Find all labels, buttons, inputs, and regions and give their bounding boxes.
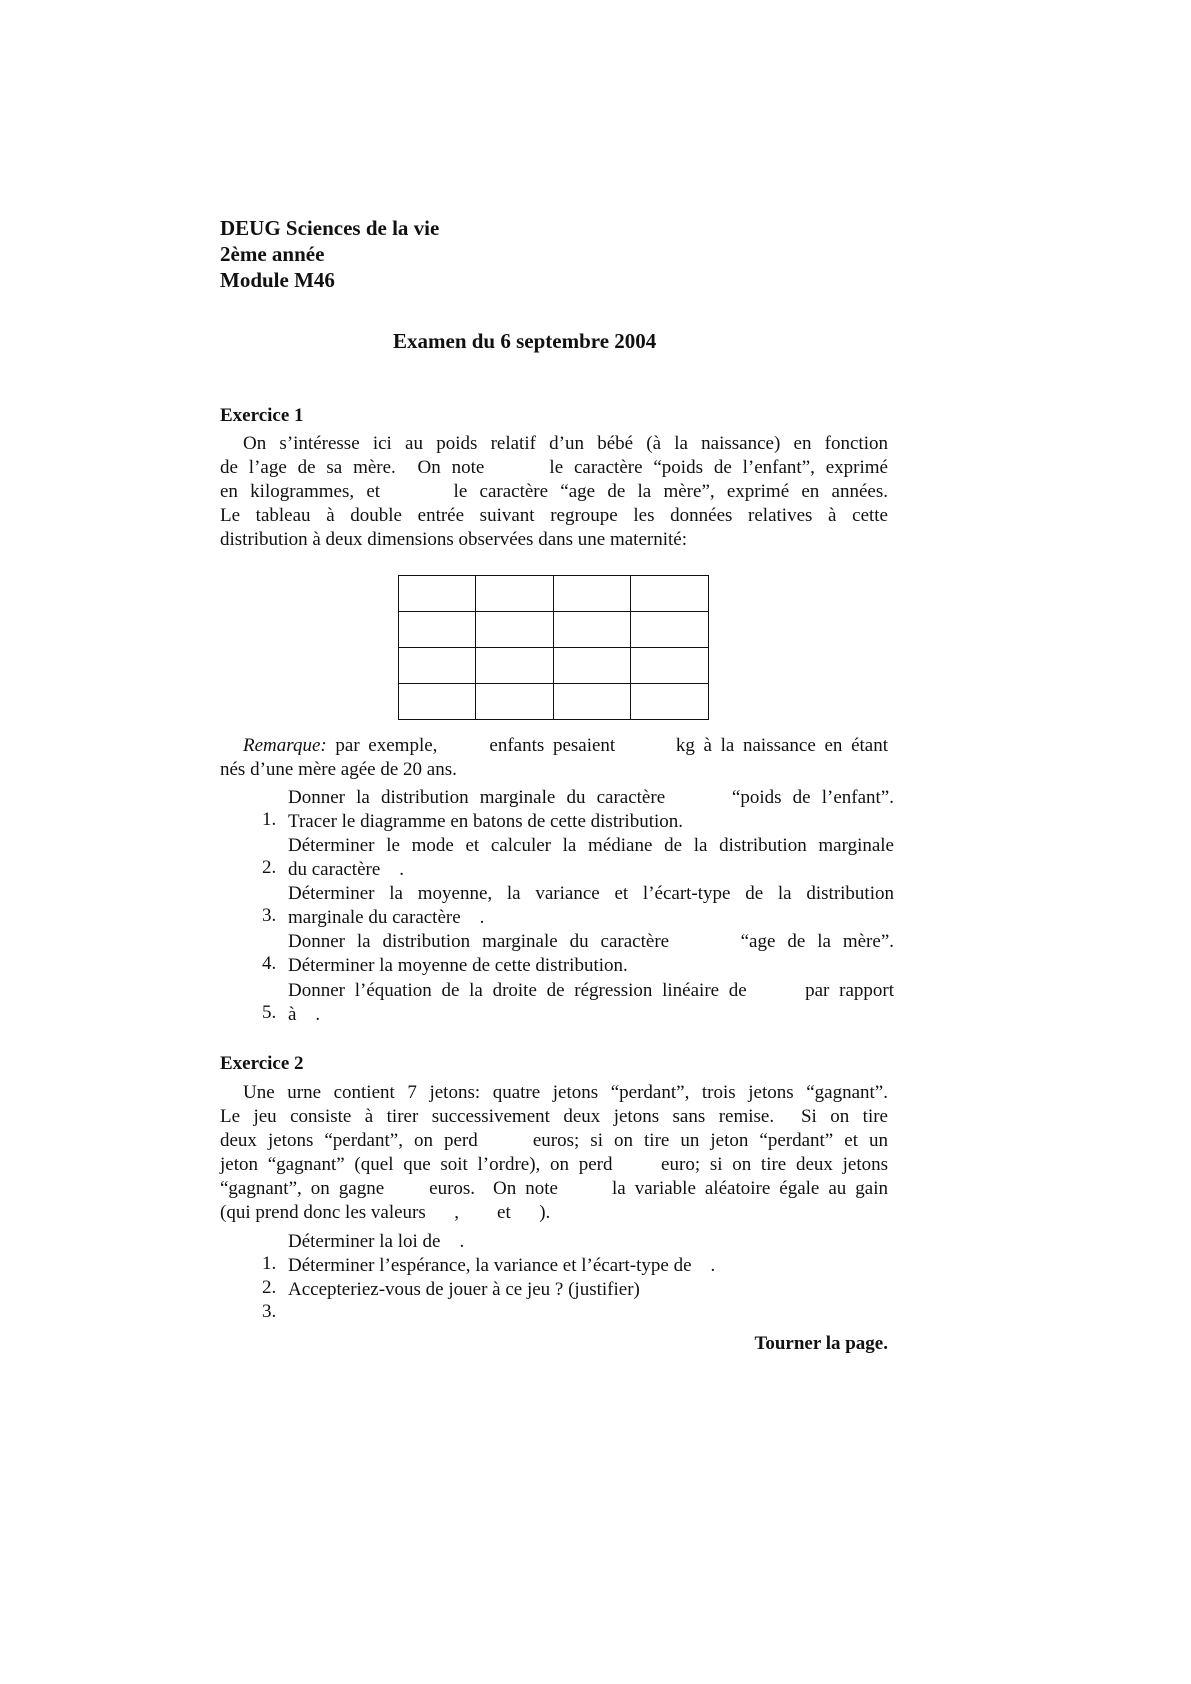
table-cell (631, 612, 709, 648)
table-row (399, 648, 709, 684)
table-row (399, 684, 709, 720)
question-text: Déterminer la loi de . (288, 1231, 465, 1252)
remark-line-2: nés d’une mère agée de 20 ans. (220, 759, 457, 780)
table-row (399, 612, 709, 648)
remark-label: Remarque: (243, 735, 327, 756)
table-cell (399, 612, 476, 648)
question-text: marginale du caractère . (288, 907, 485, 928)
exercise-2-intro-line: “gagnant”, on gagne euros. On note la variable aléatoire égale au gain (220, 1178, 888, 1199)
question-number: 1. (262, 809, 277, 830)
table-cell (476, 612, 554, 648)
table-cell (554, 648, 631, 684)
question-text: du caractère . (288, 859, 405, 880)
ex2-question-3 (0, 1279, 1191, 1322)
table-row (399, 576, 709, 612)
turn-page-note: Tourner la page. (754, 1333, 888, 1354)
table-cell (631, 576, 709, 612)
exercise-1-intro-line: distribution à deux dimensions observées dans une maternité: (220, 529, 687, 550)
question-1 (0, 787, 1191, 835)
question-text: Donner la distribution marginale du caractère “age de la mère”. (288, 931, 894, 952)
table-cell (399, 576, 476, 612)
question-text: Accepteriez-vous de jouer à ce jeu ? (justifier) (288, 1279, 640, 1300)
question-text: Déterminer l’espérance, la variance et l’écart-type de . (288, 1255, 716, 1276)
data-table (398, 575, 709, 720)
question-number: 3. (262, 905, 277, 926)
question-number: 4. (262, 953, 277, 974)
remark-text: par exemple, enfants pesaient kg à la naissance en étant (326, 735, 888, 756)
question-number: 2. (262, 857, 277, 878)
table-cell (554, 612, 631, 648)
question-4 (0, 931, 1191, 979)
exercise-2-intro-line: Le jeu consiste à tirer successivement deux jetons sans remise. Si on tire (220, 1106, 888, 1127)
question-text: à . (288, 1004, 321, 1025)
question-text: Tracer le diagramme en batons de cette distribution. (288, 811, 684, 832)
question-number: 1. (262, 1253, 277, 1274)
table-cell (631, 648, 709, 684)
course-year: 2ème année (220, 242, 325, 266)
question-3 (0, 883, 1191, 931)
exercise-1-intro-line: On s’intéresse ici au poids relatif d’un bébé (à la naissance) en fonction (243, 433, 888, 454)
table-cell (554, 576, 631, 612)
course-name: DEUG Sciences de la vie (220, 216, 440, 240)
question-number: 5. (262, 1002, 277, 1023)
exercise-2-intro-line: jeton “gagnant” (quel que soit l’ordre), on perd euro; si on tire deux jetons (220, 1154, 888, 1175)
table-cell (476, 684, 554, 720)
question-number: 2. (262, 1277, 277, 1298)
question-2 (0, 835, 1191, 883)
question-text: Donner l’équation de la droite de régression linéaire de par rapport (288, 980, 894, 1001)
course-module: Module M46 (220, 268, 335, 292)
remark-line (220, 735, 888, 757)
table-cell (399, 648, 476, 684)
question-text: Déterminer la moyenne, la variance et l’écart-type de la distribution (288, 883, 894, 904)
exercise-1-intro-line: Le tableau à double entrée suivant regroupe les données relatives à cette (220, 505, 888, 526)
table-cell (631, 684, 709, 720)
question-text: Donner la distribution marginale du caractère “poids de l’enfant”. (288, 787, 894, 808)
table-cell (399, 684, 476, 720)
exam-title: Examen du 6 septembre 2004 (393, 329, 657, 353)
exercise-1-intro-line: de l’age de sa mère. On note le caractère “poids de l’enfant”, exprimé (220, 457, 888, 478)
question-5 (0, 980, 1191, 1028)
table-cell (554, 684, 631, 720)
question-text: Déterminer le mode et calculer la médiane de la distribution marginale (288, 835, 894, 856)
exercise-1-heading: Exercice 1 (220, 405, 304, 426)
exercise-2-heading: Exercice 2 (220, 1053, 304, 1074)
question-number: 3. (262, 1301, 277, 1322)
exercise-2-intro-line: (qui prend donc les valeurs , et ). (220, 1202, 551, 1223)
exercise-1-intro-line: en kilogrammes, et le caractère “age de la mère”, exprimé en années. (220, 481, 888, 502)
exercise-2-intro-line: Une urne contient 7 jetons: quatre jetons “perdant”, trois jetons “gagnant”. (243, 1082, 888, 1103)
question-text: Déterminer la moyenne de cette distribution. (288, 955, 628, 976)
table-cell (476, 576, 554, 612)
table-cell (476, 648, 554, 684)
exercise-2-intro-line: deux jetons “perdant”, on perd euros; si on tire un jeton “perdant” et un (220, 1130, 888, 1151)
